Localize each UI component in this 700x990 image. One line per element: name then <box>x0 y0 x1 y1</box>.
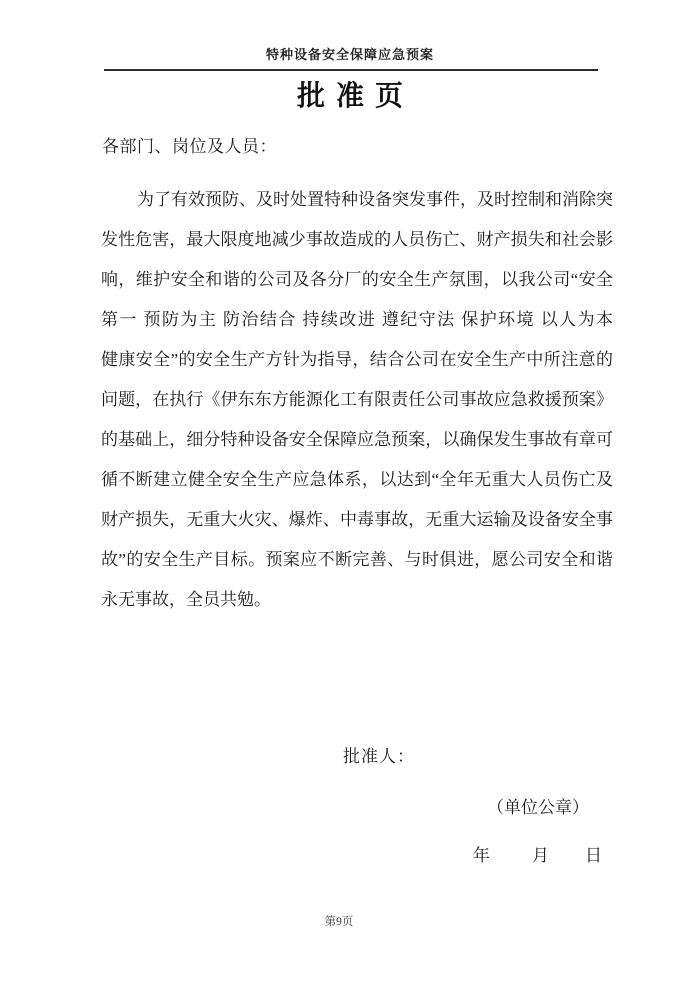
date-year-label: 年 <box>473 846 490 865</box>
body-line: 发性危害，最大限度地减少事故造成的人员伤亡、财产损失和社会影 <box>101 230 613 249</box>
header-rule <box>104 69 598 71</box>
salutation: 各部门、岗位及人员： <box>102 137 277 156</box>
body-line: 循不断建立健全安全生产应急体系，以达到“全年无重大人员伤亡及 <box>101 470 613 489</box>
body-line: 故”的安全生产目标。预案应不断完善、与时俱进，愿公司安全和谐 <box>101 550 613 569</box>
body-line: 第一 预防为主 防治结合 持续改进 遵纪守法 保护环境 以人为本 <box>101 310 613 329</box>
body-line: 问题，在执行《伊东东方能源化工有限责任公司事故应急救援预案》 <box>101 390 613 409</box>
body-line: 响，维护安全和谐的公司及各分厂的安全生产氛围，以我公司“安全 <box>101 270 613 289</box>
body-line: 永无事故，全员共勉。 <box>101 590 271 609</box>
body-line: 财产损失，无重大火灾、爆炸、中毒事故，无重大运输及设备安全事 <box>101 510 613 529</box>
body-line: 为了有效预防、及时处置特种设备突发事件，及时控制和消除突 <box>137 190 613 209</box>
body-line: 的基础上，细分特种设备安全保障应急预案，以确保发生事故有章可 <box>101 430 613 449</box>
page-title: 批 准 页 <box>296 81 403 112</box>
date-day-label: 日 <box>585 846 602 865</box>
seal-note: （单位公章） <box>487 798 589 817</box>
document-header-title: 特种设备安全保障应急预案 <box>265 47 434 62</box>
date-month-label: 月 <box>532 846 549 865</box>
approver-label: 批准人： <box>343 747 415 766</box>
body-paragraph <box>101 180 613 620</box>
date-line <box>473 845 602 867</box>
body-line: 健康安全”的安全生产方针为指导，结合公司在安全生产中所注意的 <box>101 350 613 369</box>
page-number: 第9页 <box>324 916 354 928</box>
